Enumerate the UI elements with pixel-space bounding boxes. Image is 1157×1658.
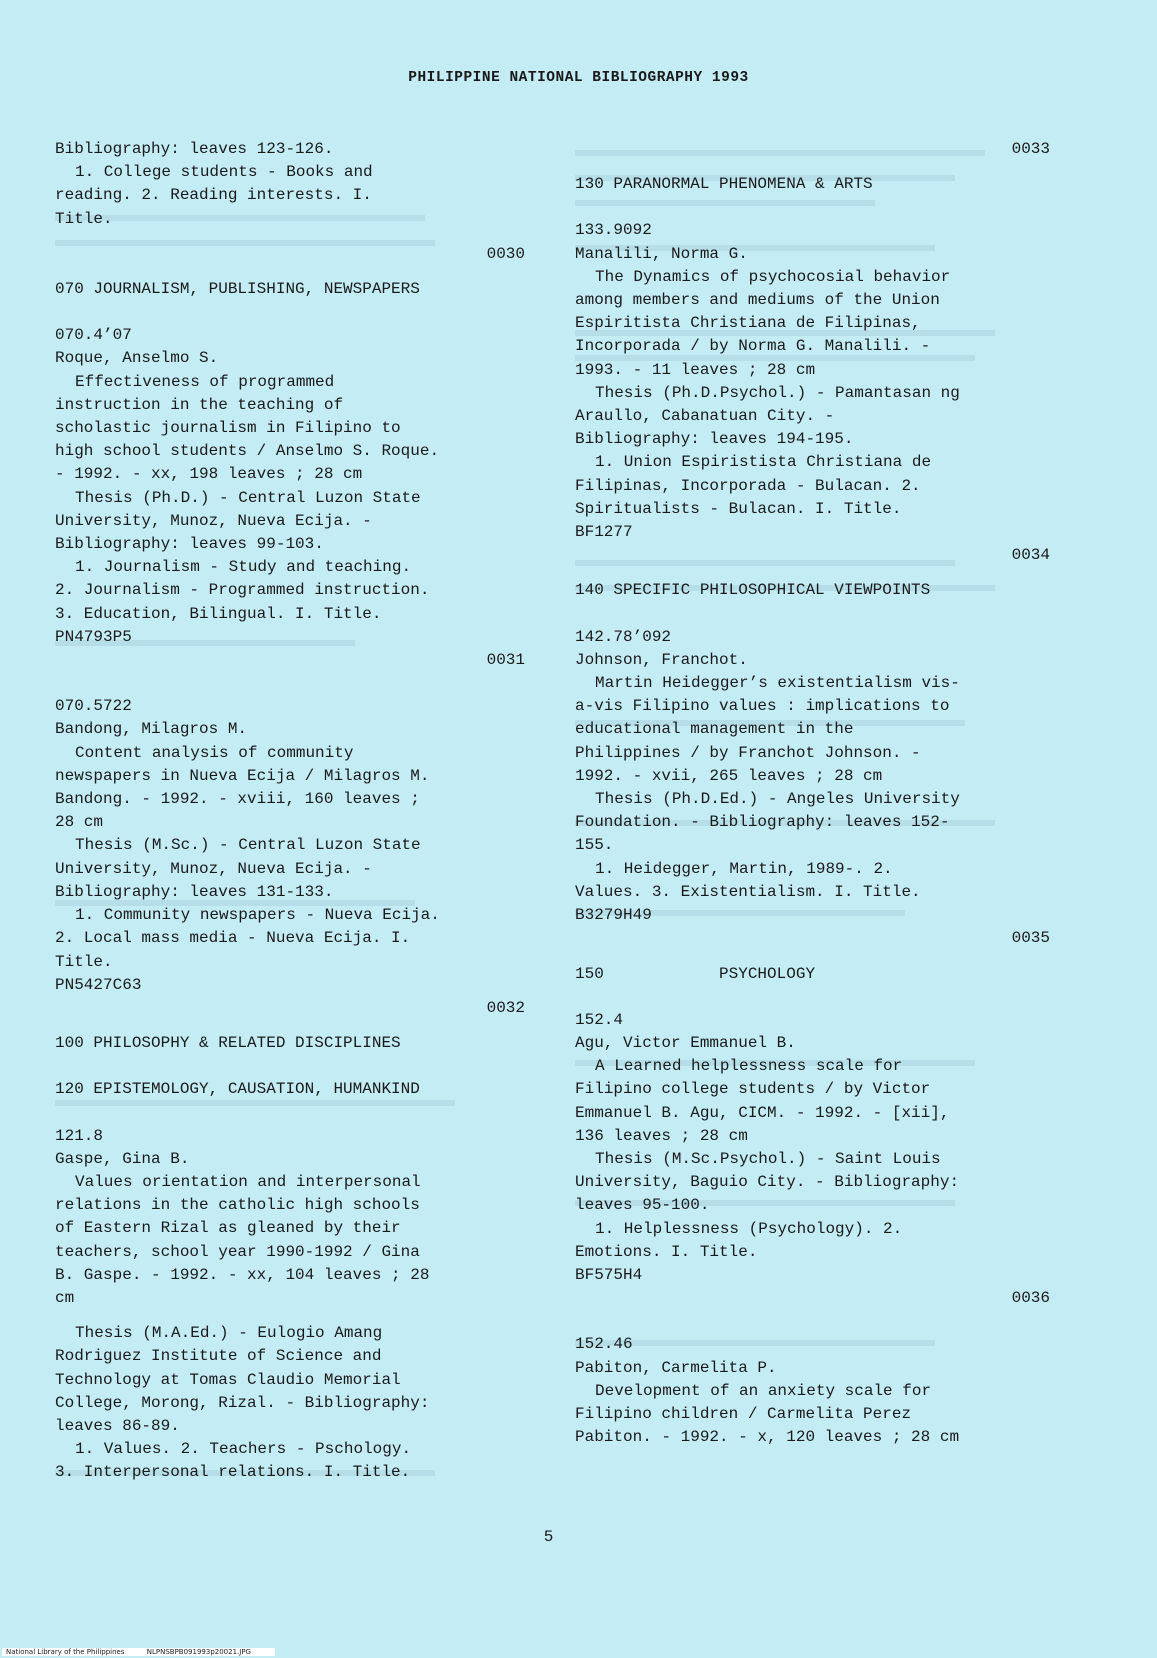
entry-line: Thesis (Ph.D.) - Central Luzon State [75, 488, 421, 507]
section-heading: 120 EPISTEMOLOGY, CAUSATION, HUMANKIND [55, 1080, 420, 1099]
call-number: 070.4’07 [55, 326, 132, 345]
section-heading: 150 PSYCHOLOGY [575, 964, 816, 983]
entry-line: newspapers in Nueva Ecija / Milagros M. [55, 766, 430, 785]
entry-line: University, Baguio City. - Bibliography: [575, 1173, 960, 1192]
class-number: PN5427C63 [55, 975, 142, 994]
bibliographic-entry [575, 1333, 1050, 1449]
entry-line: Thesis (M.Sc.) - Central Luzon State [75, 836, 421, 855]
section-heading: 130 PARANORMAL PHENOMENA & ARTS [575, 175, 873, 194]
call-number: 070.5722 [55, 697, 132, 716]
entry-line: a-vis Filipino values : implications to [575, 697, 950, 716]
entry-line: scholastic journalism in Filipino to [55, 419, 401, 438]
entry-line: 1. Values. 2. Teachers - Pschology. [75, 1440, 412, 1459]
entry-line: Title. [55, 952, 113, 971]
entry-line: - 1992. - xx, 198 leaves ; 28 cm [55, 465, 363, 484]
entry-line: 155. [575, 836, 614, 855]
entry-line: Thesis (Ph.D.Ed.) - Angeles University [595, 790, 960, 809]
entry-line: Bibliography: leaves 99-103. [55, 535, 324, 554]
entry-number: 0030 [486, 244, 525, 263]
entry-line: Thesis (M.Sc.Psychol.) - Saint Louis [595, 1149, 941, 1168]
page-number: 5 [543, 1528, 554, 1546]
entry-line: Martin Heidegger’s existentialism vis- [595, 674, 960, 693]
section-heading: 070 JOURNALISM, PUBLISHING, NEWSPAPERS [55, 280, 420, 299]
entry-line: Incorporada / by Norma G. Manalili. - [575, 337, 931, 356]
entry-line: relations in the catholic high schools [55, 1196, 420, 1215]
entry-line: 1. Heidegger, Martin, 1989-. 2. [595, 859, 893, 878]
class-number: B3279H49 [575, 906, 652, 925]
entry-line: instruction in the teaching of [55, 395, 344, 414]
author: Manalili, Norma G. [575, 244, 748, 263]
entry-line: Title. [55, 209, 113, 228]
page-header: PHILIPPINE NATIONAL BIBLIOGRAPHY 1993 [408, 70, 749, 86]
right-column [575, 138, 1050, 1449]
entry-line: Emmanuel B. Agu, CICM. - 1992. - [xii], [575, 1103, 950, 1122]
bibliographic-entry [55, 1125, 525, 1485]
entry-line: teachers, school year 1990-1992 / Gina [55, 1242, 420, 1261]
call-number: 152.4 [575, 1010, 624, 1029]
entry-number: 0031 [486, 651, 525, 670]
entry-line: 1. Community newspapers - Nueva Ecija. [75, 906, 440, 925]
entry-line: Filipino college students / by Victor [575, 1080, 931, 1099]
call-number: 121.8 [55, 1126, 104, 1145]
entry-line: Values. 3. Existentialism. I. Title. [575, 882, 921, 901]
bibliographic-entry [55, 324, 525, 649]
entry-line: 2. Journalism - Programmed instruction. [55, 581, 430, 600]
entry-line: of Eastern Rizal as gleaned by their [55, 1219, 401, 1238]
entry-line: reading. 2. Reading interests. I. [55, 186, 372, 205]
class-number: BF575H4 [575, 1265, 643, 1284]
entry-line: high school students / Anselmo S. Roque. [55, 442, 440, 461]
entry-line: Bibliography: leaves 123-126. [55, 140, 334, 158]
entry-line: 1. College students - Books and [75, 163, 373, 182]
section-heading: 140 SPECIFIC PHILOSOPHICAL VIEWPOINTS [575, 581, 931, 600]
entry-line: leaves 86-89. [55, 1416, 180, 1435]
entry-line: Araullo, Cabanatuan City. - [575, 407, 835, 426]
entry-line: 1. Journalism - Study and teaching. [75, 558, 412, 577]
bibliographic-entry [575, 219, 1050, 544]
bibliographic-entry [575, 1009, 1050, 1287]
entry-line: 3. Education, Bilingual. I. Title. [55, 604, 382, 623]
entry-line: College, Morong, Rizal. - Bibliography: [55, 1393, 430, 1412]
left-column [55, 138, 525, 1485]
entry-line: 1993. - 11 leaves ; 28 cm [575, 360, 816, 379]
entry-line: Bibliography: leaves 194-195. [575, 430, 854, 449]
entry-line: Foundation. - Bibliography: leaves 152- [575, 813, 950, 832]
entry-line: The Dynamics of psychocosial behavior [595, 267, 951, 286]
entry-line: Thesis (M.A.Ed.) - Eulogio Amang [75, 1324, 383, 1343]
entry-number: 0036 [1011, 1289, 1050, 1308]
call-number: 152.46 [575, 1335, 633, 1354]
entry-line: Bibliography: leaves 131-133. [55, 882, 334, 901]
entry-line: Values orientation and interpersonal [75, 1172, 421, 1191]
entry-number: 0032 [486, 998, 525, 1017]
entry-line: Espiritista Christiana de Filipinas, [575, 314, 921, 333]
entry-number: 0033 [1011, 140, 1050, 158]
entry-line: Filipino children / Carmelita Perez [575, 1404, 912, 1423]
entry-line: 1992. - xvii, 265 leaves ; 28 cm [575, 766, 883, 785]
scan-footer [2, 1648, 275, 1656]
entry-line: Spiritualists - Bulacan. I. Title. [575, 499, 902, 518]
entry-line: A Learned helplessness scale for [595, 1057, 903, 1076]
author: Pabiton, Carmelita P. [575, 1358, 777, 1377]
entry-line: 1. Helplessness (Psychology). 2. [595, 1219, 903, 1238]
entry-number: 0034 [1011, 546, 1050, 565]
footer-library: National Library of the Philippines [6, 1648, 125, 1656]
entry-line: Thesis (Ph.D.Psychol.) - Pamantasan ng [595, 383, 960, 402]
entry-line: Pabiton. - 1992. - x, 120 leaves ; 28 cm [575, 1428, 960, 1447]
entry-line: University, Munoz, Nueva Ecija. - [55, 859, 372, 878]
entry-line: educational management in the [575, 720, 854, 739]
entry-line: Rodriguez Institute of Science and [55, 1347, 382, 1366]
footer-filename: NLPNSBPB091993p20021.JPG [146, 1648, 251, 1656]
call-number: 133.9092 [575, 221, 652, 240]
author: Agu, Victor Emmanuel B. [575, 1033, 796, 1052]
entry-line: Content analysis of community [75, 743, 354, 762]
section-heading: 100 PHILOSOPHY & RELATED DISCIPLINES [55, 1034, 401, 1053]
bibliographic-entry [575, 626, 1050, 928]
entry-line: cm [55, 1288, 75, 1307]
entry-line: Philippines / by Franchot Johnson. - [575, 743, 921, 762]
entry-line: University, Munoz, Nueva Ecija. - [55, 511, 372, 530]
entry-line: leaves 95-100. [575, 1196, 710, 1215]
author: Johnson, Franchot. [575, 650, 748, 669]
entry-line: 136 leaves ; 28 cm [575, 1126, 748, 1145]
author: Roque, Anselmo S. [55, 349, 219, 368]
entry-line: B. Gaspe. - 1992. - xx, 104 leaves ; 28 [55, 1265, 430, 1284]
class-number: BF1277 [575, 523, 633, 542]
entry-line: 1. Union Espiristista Christiana de [595, 453, 932, 472]
entry-line: Emotions. I. Title. [575, 1242, 758, 1261]
entry-line: 3. Interpersonal relations. I. Title. [55, 1463, 411, 1482]
entry-line: 2. Local mass media - Nueva Ecija. I. [55, 929, 411, 948]
entry-line: 28 cm [55, 813, 104, 832]
call-number: 142.78’092 [575, 627, 672, 646]
entry-line: Development of an anxiety scale for [595, 1381, 932, 1400]
entry-line: Effectiveness of programmed [75, 372, 335, 391]
entry-number: 0035 [1011, 929, 1050, 948]
author: Gaspe, Gina B. [55, 1149, 190, 1168]
entry-line: Bandong. - 1992. - xviii, 160 leaves ; [55, 790, 420, 809]
entry-line: among members and mediums of the Union [575, 291, 940, 310]
entry-line: Filipinas, Incorporada - Bulacan. 2. [575, 476, 921, 495]
author: Bandong, Milagros M. [55, 720, 248, 739]
entry-line: Technology at Tomas Claudio Memorial [55, 1370, 401, 1389]
class-number: PN4793P5 [55, 627, 132, 646]
bibliographic-entry [55, 695, 525, 997]
